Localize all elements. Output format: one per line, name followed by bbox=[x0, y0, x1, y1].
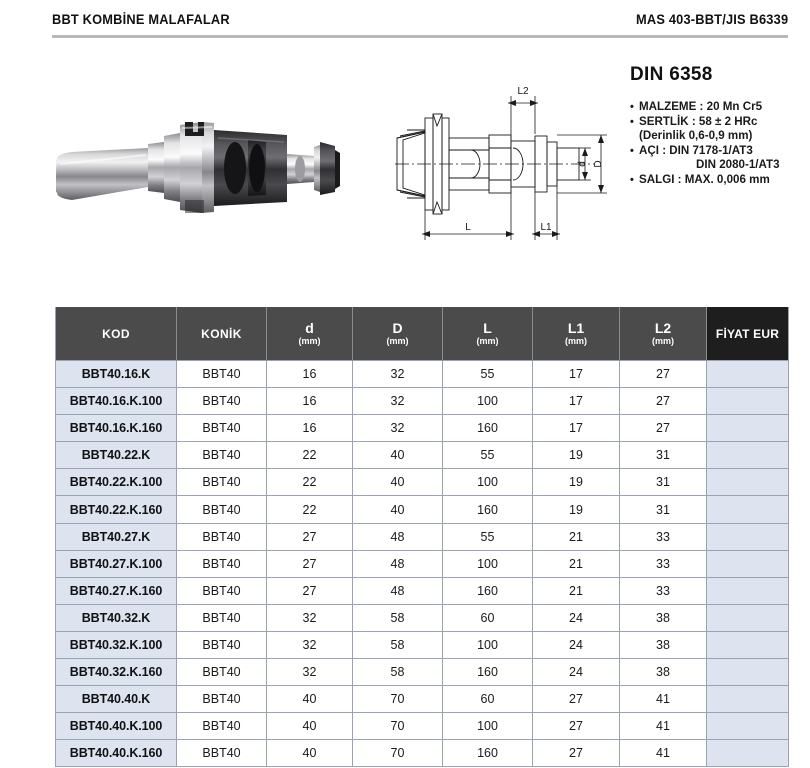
cell-L2: 33 bbox=[620, 523, 707, 550]
column-unit: (mm) bbox=[298, 335, 321, 346]
cell-d: 40 bbox=[267, 713, 353, 740]
spec-line bbox=[630, 144, 810, 159]
cell-price[interactable] bbox=[707, 496, 789, 523]
cell-d: 22 bbox=[267, 496, 353, 523]
cell-price[interactable] bbox=[707, 659, 789, 686]
cell-L: 55 bbox=[443, 361, 533, 388]
dim-label-l2: L2 bbox=[517, 86, 529, 97]
cell-d: 22 bbox=[267, 442, 353, 469]
cell-kod: BBT40.40.K.100 bbox=[56, 713, 177, 740]
cell-L: 100 bbox=[443, 550, 533, 577]
bullet-icon: • bbox=[630, 115, 634, 128]
cell-price[interactable] bbox=[707, 631, 789, 658]
bullet-icon: • bbox=[630, 173, 634, 186]
standard-reference: MAS 403-BBT/JIS B6339 bbox=[635, 12, 788, 27]
cell-L1: 27 bbox=[533, 713, 620, 740]
cell-L2: 27 bbox=[620, 415, 707, 442]
column-symbol: L1 bbox=[567, 319, 585, 336]
dim-label-d-large: D bbox=[593, 160, 604, 168]
cell-L2: 41 bbox=[620, 740, 707, 767]
cell-L2: 31 bbox=[620, 442, 707, 469]
cell-d: 32 bbox=[267, 631, 353, 658]
column-header-L bbox=[443, 307, 533, 361]
cell-kod: BBT40.32.K.100 bbox=[56, 631, 177, 658]
cell-L2: 31 bbox=[620, 496, 707, 523]
column-unit: (mm) bbox=[652, 335, 674, 346]
cell-d: 27 bbox=[267, 523, 353, 550]
cell-D: 58 bbox=[353, 604, 443, 631]
cell-d: 16 bbox=[267, 415, 353, 442]
table-row bbox=[56, 496, 789, 523]
cell-D: 40 bbox=[353, 469, 443, 496]
cell-L1: 17 bbox=[533, 388, 620, 415]
table-row bbox=[56, 442, 789, 469]
cell-L: 100 bbox=[443, 388, 533, 415]
cell-konik: BBT40 bbox=[177, 361, 267, 388]
column-symbol: d bbox=[305, 319, 314, 336]
column-header-d bbox=[267, 307, 353, 361]
cell-L1: 21 bbox=[533, 550, 620, 577]
cell-L2: 33 bbox=[620, 577, 707, 604]
cell-L1: 24 bbox=[533, 604, 620, 631]
cell-L: 100 bbox=[443, 631, 533, 658]
table-row bbox=[56, 713, 789, 740]
spec-line bbox=[630, 129, 810, 144]
cell-price[interactable] bbox=[707, 686, 789, 713]
column-unit: (mm) bbox=[386, 335, 409, 346]
spec-line-text: MALZEME : 20 Mn Cr5 bbox=[639, 100, 763, 113]
bullet-icon: • bbox=[630, 144, 634, 157]
cell-L2: 38 bbox=[620, 659, 707, 686]
spec-line-text: SALGI : MAX. 0,006 mm bbox=[639, 172, 770, 186]
table-row bbox=[56, 550, 789, 577]
spec-standard-title: DIN 6358 bbox=[630, 64, 713, 85]
cell-L2: 27 bbox=[620, 388, 707, 415]
cell-L1: 27 bbox=[533, 740, 620, 767]
cell-konik: BBT40 bbox=[177, 604, 267, 631]
cell-price[interactable] bbox=[707, 713, 789, 740]
cell-D: 32 bbox=[353, 361, 443, 388]
table-row bbox=[56, 659, 789, 686]
cell-kod: BBT40.22.K bbox=[56, 442, 177, 469]
column-header-D bbox=[353, 307, 443, 361]
spec-line-text: SERTLİK : 58 ± 2 HRc bbox=[639, 114, 758, 128]
table-row bbox=[56, 388, 789, 415]
cell-kod: BBT40.22.K.160 bbox=[56, 496, 177, 523]
spec-line-text: (Derinlik 0,6-0,9 mm) bbox=[639, 129, 753, 143]
column-unit: (mm) bbox=[476, 335, 499, 346]
cell-L2: 27 bbox=[620, 361, 707, 388]
column-symbol: L bbox=[483, 319, 492, 336]
cell-konik: BBT40 bbox=[177, 686, 267, 713]
cell-L2: 33 bbox=[620, 550, 707, 577]
cell-L1: 21 bbox=[533, 577, 620, 604]
cell-L: 100 bbox=[443, 713, 533, 740]
header-divider bbox=[52, 35, 788, 38]
cell-D: 70 bbox=[353, 686, 443, 713]
cell-L: 160 bbox=[443, 659, 533, 686]
cell-konik: BBT40 bbox=[177, 523, 267, 550]
cell-L2: 31 bbox=[620, 469, 707, 496]
cell-L: 160 bbox=[443, 577, 533, 604]
cell-L1: 19 bbox=[533, 442, 620, 469]
cell-d: 27 bbox=[267, 550, 353, 577]
column-header-kod: KOD bbox=[56, 307, 177, 361]
cell-L: 160 bbox=[443, 740, 533, 767]
cell-konik: BBT40 bbox=[177, 442, 267, 469]
cell-L1: 27 bbox=[533, 686, 620, 713]
cell-D: 58 bbox=[353, 631, 443, 658]
cell-L2: 38 bbox=[620, 604, 707, 631]
cell-d: 32 bbox=[267, 659, 353, 686]
cell-D: 48 bbox=[353, 577, 443, 604]
table-body bbox=[56, 361, 789, 767]
cell-L1: 19 bbox=[533, 496, 620, 523]
cell-price[interactable] bbox=[707, 388, 789, 415]
table-row bbox=[56, 361, 789, 388]
cell-L1: 19 bbox=[533, 469, 620, 496]
cell-L: 55 bbox=[443, 442, 533, 469]
cell-price[interactable] bbox=[707, 577, 789, 604]
cell-D: 48 bbox=[353, 523, 443, 550]
cell-kod: BBT40.40.K bbox=[56, 686, 177, 713]
cell-D: 70 bbox=[353, 713, 443, 740]
cell-L2: 38 bbox=[620, 631, 707, 658]
cell-d: 27 bbox=[267, 577, 353, 604]
cell-price[interactable] bbox=[707, 415, 789, 442]
dim-label-l: L bbox=[465, 222, 471, 233]
cell-d: 22 bbox=[267, 469, 353, 496]
cell-L2: 41 bbox=[620, 686, 707, 713]
cell-L1: 24 bbox=[533, 631, 620, 658]
column-header-L2 bbox=[620, 307, 707, 361]
dim-label-l1: L1 bbox=[540, 222, 552, 233]
cell-L: 160 bbox=[443, 496, 533, 523]
cell-price[interactable] bbox=[707, 361, 789, 388]
cell-kod: BBT40.32.K.160 bbox=[56, 659, 177, 686]
cell-kod: BBT40.27.K.100 bbox=[56, 550, 177, 577]
cell-konik: BBT40 bbox=[177, 550, 267, 577]
cell-d: 32 bbox=[267, 604, 353, 631]
cell-konik: BBT40 bbox=[177, 496, 267, 523]
product-photo bbox=[52, 92, 342, 242]
cell-konik: BBT40 bbox=[177, 388, 267, 415]
cell-konik: BBT40 bbox=[177, 415, 267, 442]
spec-line bbox=[630, 158, 810, 173]
spec-list bbox=[630, 100, 810, 188]
cell-price[interactable] bbox=[707, 523, 789, 550]
cell-d: 16 bbox=[267, 361, 353, 388]
cell-price[interactable] bbox=[707, 550, 789, 577]
cell-L: 55 bbox=[443, 523, 533, 550]
column-header-konik: KONİK bbox=[177, 307, 267, 361]
cell-konik: BBT40 bbox=[177, 577, 267, 604]
technical-drawing bbox=[395, 78, 620, 250]
cell-kod: BBT40.27.K bbox=[56, 523, 177, 550]
cell-D: 32 bbox=[353, 415, 443, 442]
cell-L1: 17 bbox=[533, 415, 620, 442]
cell-L1: 24 bbox=[533, 659, 620, 686]
cell-D: 32 bbox=[353, 388, 443, 415]
table-row bbox=[56, 604, 789, 631]
cell-price[interactable] bbox=[707, 740, 789, 767]
spec-line-text: AÇI : DIN 7178-1/AT3 bbox=[639, 143, 753, 157]
table-row bbox=[56, 686, 789, 713]
column-symbol: L2 bbox=[654, 319, 672, 336]
cell-L: 100 bbox=[443, 469, 533, 496]
spec-block bbox=[630, 64, 810, 188]
bullet-icon: • bbox=[630, 101, 634, 113]
cell-d: 16 bbox=[267, 388, 353, 415]
page-header bbox=[52, 12, 788, 27]
spec-line bbox=[630, 100, 810, 115]
cell-konik: BBT40 bbox=[177, 713, 267, 740]
table-row bbox=[56, 415, 789, 442]
cell-L2: 41 bbox=[620, 713, 707, 740]
cell-D: 40 bbox=[353, 496, 443, 523]
cell-D: 58 bbox=[353, 659, 443, 686]
spec-line bbox=[630, 115, 810, 130]
cell-d: 40 bbox=[267, 686, 353, 713]
product-table bbox=[55, 307, 789, 767]
table-row bbox=[56, 740, 789, 767]
cell-kod: BBT40.16.K.160 bbox=[56, 415, 177, 442]
cell-konik: BBT40 bbox=[177, 659, 267, 686]
table-row bbox=[56, 523, 789, 550]
dim-label-d-small: d bbox=[577, 161, 588, 167]
cell-price[interactable] bbox=[707, 604, 789, 631]
column-unit: (mm) bbox=[565, 335, 587, 346]
cell-konik: BBT40 bbox=[177, 469, 267, 496]
cell-kod: BBT40.16.K.100 bbox=[56, 388, 177, 415]
column-header-L1 bbox=[533, 307, 620, 361]
cell-konik: BBT40 bbox=[177, 740, 267, 767]
table-header-row bbox=[56, 307, 789, 361]
page-title: BBT KOMBİNE MALAFALAR bbox=[52, 12, 230, 27]
table-row bbox=[56, 631, 789, 658]
cell-kod: BBT40.22.K.100 bbox=[56, 469, 177, 496]
spec-line-text: DIN 2080-1/AT3 bbox=[696, 158, 780, 172]
cell-D: 70 bbox=[353, 740, 443, 767]
cell-L1: 17 bbox=[533, 361, 620, 388]
spec-line bbox=[630, 173, 810, 188]
cell-L1: 21 bbox=[533, 523, 620, 550]
column-symbol: D bbox=[392, 319, 403, 336]
cell-kod: BBT40.27.K.160 bbox=[56, 577, 177, 604]
table-row bbox=[56, 469, 789, 496]
cell-D: 40 bbox=[353, 442, 443, 469]
cell-price[interactable] bbox=[707, 442, 789, 469]
product-table-wrap bbox=[55, 307, 788, 767]
cell-L: 60 bbox=[443, 604, 533, 631]
cell-D: 48 bbox=[353, 550, 443, 577]
cell-konik: BBT40 bbox=[177, 631, 267, 658]
cell-price[interactable] bbox=[707, 469, 789, 496]
cell-kod: BBT40.40.K.160 bbox=[56, 740, 177, 767]
cell-kod: BBT40.32.K bbox=[56, 604, 177, 631]
cell-d: 40 bbox=[267, 740, 353, 767]
cell-L: 60 bbox=[443, 686, 533, 713]
table-row bbox=[56, 577, 789, 604]
column-header-price: FİYAT EUR bbox=[707, 307, 789, 361]
cell-kod: BBT40.16.K bbox=[56, 361, 177, 388]
cell-L: 160 bbox=[443, 415, 533, 442]
